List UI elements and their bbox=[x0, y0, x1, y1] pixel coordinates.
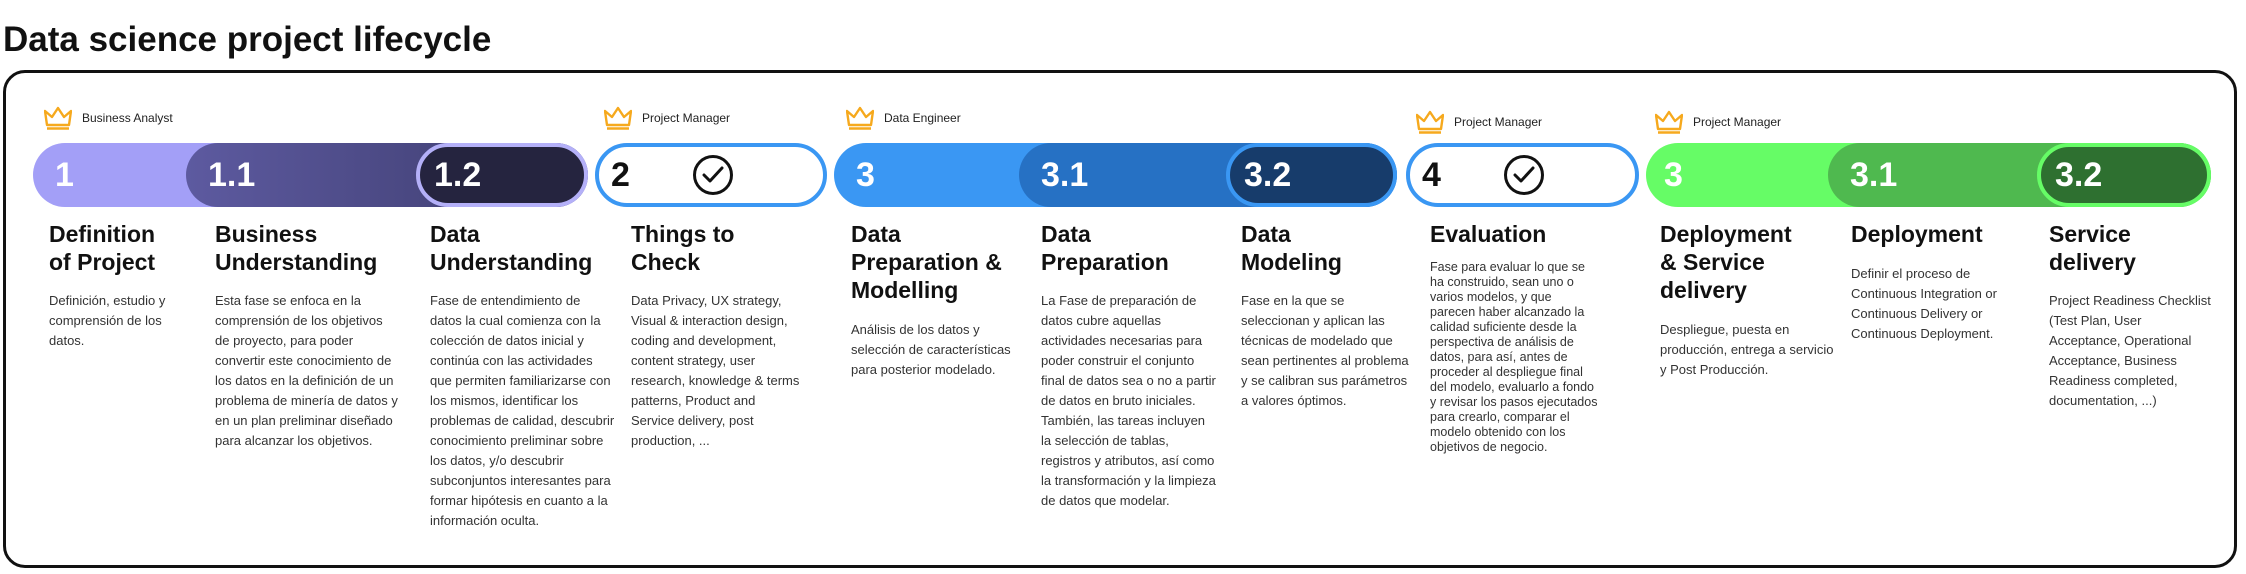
check-circle-icon bbox=[1504, 155, 1544, 195]
step-desc-data-understanding: Fase de entendimiento de datos la cual comienza con la colección de datos inicial y continúa con las actividades que permiten familiarizarse con los mismos, identificar los problemas de calidad, descubrir conocimiento preliminar sobre los datos, y/o descubrir subconjuntos interesantes para formar hipótesis en cuanto a la información oculta. bbox=[430, 293, 615, 528]
pill-number: 1 bbox=[55, 155, 74, 194]
crown-icon bbox=[846, 106, 874, 130]
step-desc-deployment-service-delivery: Despliegue, puesta en producción, entrega a servicio y Post Producción. bbox=[1660, 322, 1834, 377]
phase-4-pill bbox=[1406, 143, 1639, 207]
role-label: Data Engineer bbox=[884, 111, 961, 125]
crown-icon bbox=[1655, 110, 1683, 134]
step-desc-definition: Definición, estudio y comprensión de los datos. bbox=[49, 293, 166, 348]
step-desc-data-preparation-modelling: Análisis de los datos y selección de características para posterior modelado. bbox=[851, 322, 1011, 377]
step-title-evaluation: Evaluation bbox=[1430, 221, 1547, 247]
step-desc-deployment: Definir el proceso de Continuous Integration or Continuous Delivery or Continuous Deployment. bbox=[1851, 266, 1997, 341]
role-project-manager bbox=[604, 106, 730, 130]
pill-number: 3.1 bbox=[1850, 155, 1898, 194]
role-label: Project Manager bbox=[642, 111, 731, 125]
pill-number: 3 bbox=[856, 155, 875, 194]
pill-number: 3.2 bbox=[2055, 155, 2103, 194]
pill-number: 3.2 bbox=[1244, 155, 1292, 194]
step-title-data-preparation: Data Preparation bbox=[1041, 221, 1169, 275]
diagram-frame bbox=[3, 70, 2237, 568]
phase-1-2-pill bbox=[416, 143, 588, 207]
step-title-things-to-check: Things to Check bbox=[631, 221, 735, 275]
step-desc-things-to-check: Data Privacy, UX strategy, Visual & interaction design, coding and development, content strategy, user research, knowledge & terms patterns, Product and Service delivery, post production, ... bbox=[631, 293, 800, 448]
step-desc-business-understanding: Esta fase se enfoca en la comprensión de los objetivos de proyecto, para poder convertir este conocimiento de los datos en la definición de un problema de minería de datos y en un plan preliminar diseñado para alcanzar los objetivos. bbox=[215, 293, 398, 448]
crown-icon bbox=[44, 106, 72, 130]
step-title-service-delivery: Service delivery bbox=[2049, 221, 2136, 275]
crown-icon bbox=[604, 106, 632, 130]
pill-number: 1.2 bbox=[434, 155, 482, 194]
pill-number: 3 bbox=[1664, 155, 1683, 194]
phase-5-2-pill bbox=[2037, 143, 2211, 207]
step-title-data-preparation-modelling: Data Preparation & Modelling bbox=[851, 221, 1002, 303]
step-desc-data-modeling: Fase en la que se seleccionan y aplican las técnicas de modelado que sean pertinentes al problema y se calibran sus parámetros a valores óptimos. bbox=[1241, 293, 1409, 408]
pill-number: 4 bbox=[1422, 155, 1441, 194]
role-project-manager bbox=[1655, 110, 1781, 134]
step-desc-service-delivery: Project Readiness Checklist (Test Plan, User Acceptance, Operational Acceptance, Business Readiness completed, documentation, ...) bbox=[2049, 293, 2211, 408]
phase-2-pill bbox=[595, 143, 827, 207]
page-title: Data science project lifecycle bbox=[3, 20, 492, 59]
step-title-data-understanding: Data Understanding bbox=[430, 221, 593, 275]
step-title-definition: Definition of Project bbox=[49, 221, 156, 275]
pill-number: 2 bbox=[611, 155, 630, 194]
step-desc-evaluation: Fase para evaluar lo que se ha construido, sean uno o varios modelos, y que parecen haber alcanzado la calidad suficiente desde la perspectiva de análisis de datos, para así, antes de proceder al despliegue final del modelo, evaluarlo a fondo y revisar los pasos ejecutados para crearlo, comparar el modelo obtenido con los objetivos de negocio. bbox=[1430, 260, 1598, 454]
step-title-deployment-service-delivery: Deployment & Service delivery bbox=[1660, 221, 1792, 303]
role-business-analyst bbox=[44, 106, 173, 130]
pill-number: 3.1 bbox=[1041, 155, 1089, 194]
crown-icon bbox=[1416, 110, 1444, 134]
role-data-engineer bbox=[846, 106, 961, 130]
check-circle-icon bbox=[693, 155, 733, 195]
role-project-manager bbox=[1416, 110, 1542, 134]
pill-number: 1.1 bbox=[208, 155, 256, 194]
role-label: Business Analyst bbox=[82, 111, 173, 125]
step-desc-data-preparation: La Fase de preparación de datos cubre aquellas actividades necesarias para poder construir el conjunto final de datos sea o no a partir de datos en bruto iniciales. También, las tareas incluyen la selección de tablas, registros y atributos, así como la transformación y la limpieza de datos que modelar. bbox=[1041, 293, 1216, 508]
phase-3-2-pill bbox=[1226, 143, 1397, 207]
step-title-data-modeling: Data Modeling bbox=[1241, 221, 1342, 275]
role-label: Project Manager bbox=[1693, 115, 1782, 129]
step-title-deployment: Deployment bbox=[1851, 221, 1983, 247]
role-label: Project Manager bbox=[1454, 115, 1543, 129]
step-title-business-understanding: Business Understanding bbox=[215, 221, 378, 275]
